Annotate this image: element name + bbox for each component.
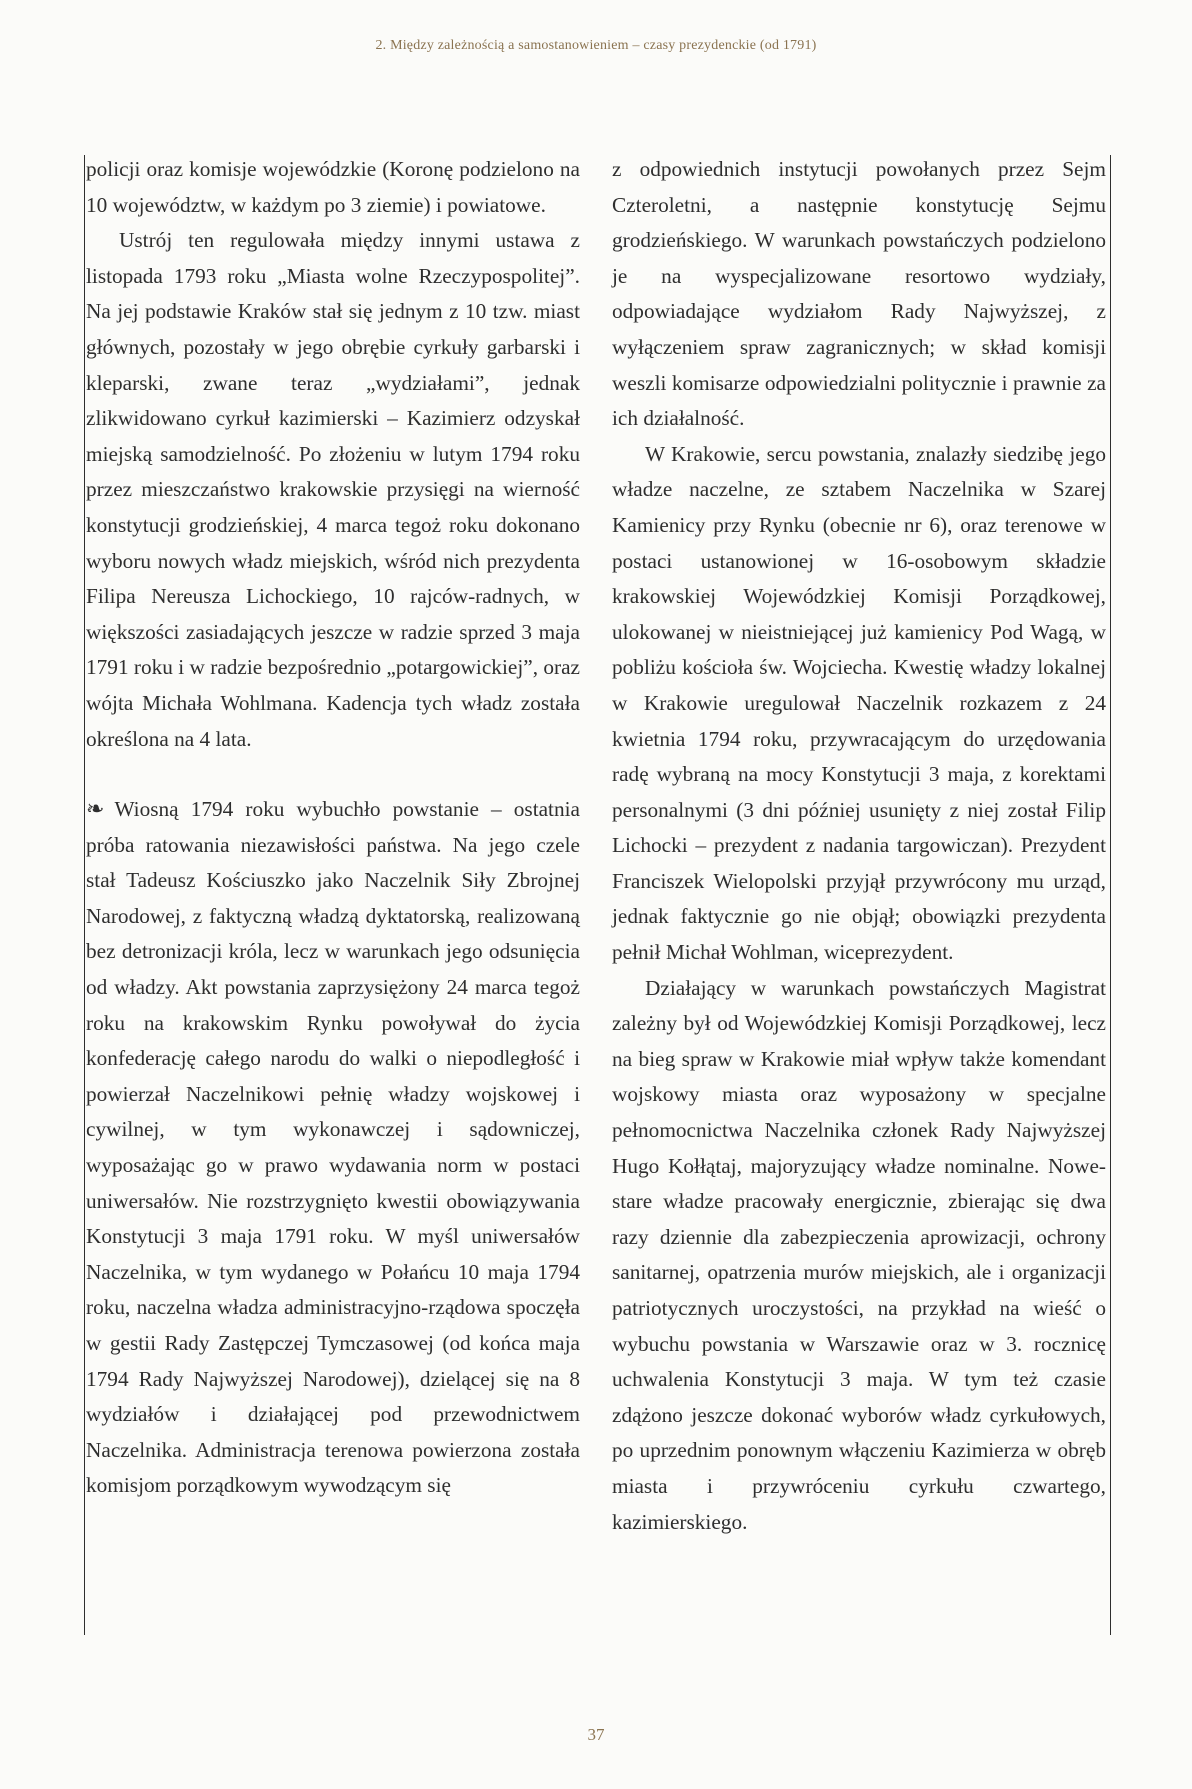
paragraph: W Krakowie, sercu powstania, znalazły siedzibę jego władze naczelne, ze sztabem Naczelnika w Szarej Kamienicy przy Rynku (obecnie nr 6), oraz terenowe w postaci ustanowionej w 16-osobowym składzie krakowskiej Wojewódzkiej Komisji Porządkowej, ulokowanej w nieistniejącej już kamienicy Pod Wagą, w pobliżu kościoła św. Wojciecha. Kwestię władzy lokalnej w Krakowie uregulował Naczelnik rozkazem z 24 kwietnia 1794 roku, przywracającym do urzędowania radę wybraną na mocy Konstytucji 3 maja, z korektami personalnymi (3 dni później usunięty z niej został Filip Lichocki – prezydent z nadania targowiczan). Prezydent Franciszek Wielopolski przyjął przywrócony mu urząd, jednak faktycznie go nie objął; obowiązki prezydenta pełnił Michał Wohlman, wiceprezydent. [612,441,1106,965]
left-margin-rule [84,155,85,1635]
running-header: 2. Między zależnością a samostanowieniem – czasy prezydenckie (od 1791) [375,38,817,53]
section-paragraph [86,791,580,1504]
right-margin-rule [1110,155,1111,1635]
left-column [86,152,580,1504]
right-column [612,152,1106,1540]
paragraph: Ustrój ten regulowała między innymi ustawa z listopada 1793 roku „Miasta wolne Rzeczypospolitej”. Na jej podstawie Kraków stał się jednym z 10 tzw. miast głównych, pozostały w jego obrębie cyrkuły garbarski i kleparski, zwane teraz „wydziałami”, jednak zlikwidowano cyrkuł kazimierski – Kazimierz odzyskał miejską samodzielność. Po złożeniu w lutym 1794 roku przez mieszczaństwo krakowskie przysięgi na wierność konstytucji grodzieńskiej, 4 marca tegoż roku dokonano wyboru nowych władz miejskich, wśród nich prezydenta Filipa Nereusza Lichockiego, 10 rajców-radnych, w większości zasiadających jeszcze w radzie sprzed 3 maja 1791 roku i w radzie bezpośrednio „potargowickiej”, oraz wójta Michała Wohlmana. Kadencja tych władz została określona na 4 lata. [86,228,580,751]
paragraph: Działający w warunkach powstańczych Magistrat zależny był od Wojewódzkiej Komisji Porządkowej, lecz na bieg spraw w Krakowie miał wpływ także komendant wojskowy miasta oraz wyposażony w specjalne pełnomocnictwa Naczelnika członek Rady Najwyższej Hugo Kołłątaj, majoryzujący władze nominalne. Nowe-stare władze pracowały energicznie, zbierając się dwa razy dziennie dla zabezpieczenia aprowizacji, ochrony sanitarnej, opatrzenia murów miejskich, ale i organizacji patriotycznych uroczystości, na przykład na wieść o wybuchu powstania w Warszawie oraz w 3. rocznicę uchwalenia Konstytucji 3 maja. W tym też czasie zdążono jeszcze dokonać wyborów władz cyrkułowych, po uprzednim ponownym włączeniu Kazimierza w obręb miasta i przywróceniu cyrkułu czwartego, kazimierskiego. [612,975,1106,1534]
fleuron-icon: ❧ [86,796,105,822]
page-number: 37 [587,1725,605,1744]
paragraph: policji oraz komisje wojewódzkie (Koronę podzielono na 10 województw, w każdym po 3 ziemie) i powiatowe. [86,157,580,217]
paragraph-text: Wiosną 1794 roku wybuchło powstanie – ostatnia próba ratowania niezawisłości państwa. Na jego czele stał Tadeusz Kościuszko jako Naczelnik Siły Zbrojnej Narodowej, z faktyczną władzą dyktatorską, realizowaną bez detronizacji króla, lecz w warunkach jego odsunięcia od władzy. Akt powstania zaprzysiężony 24 marca tegoż roku na krakowskim Rynku powoływał do życia konfederację całego narodu do walki o niepodległość i powierzał Naczelnikowi pełnię władzy wojskowej i cywilnej, w tym wykonawczej i sądowniczej, wyposażając go w prawo wydawania norm w postaci uniwersałów. Nie rozstrzygnięto kwestii obowiązywania Konstytucji 3 maja 1791 roku. W myśl uniwersałów Naczelnika, w tym wydanego w Połańcu 10 maja 1794 roku, naczelna władza administracyjno-rządowa spoczęła w gestii Rady Zastępczej Tymczasowej (od końca maja 1794 Rady Najwyższej Narodowej), dzielącej się na 8 wydziałów i działającej pod przewodnictwem Naczelnika. Administracja terenowa powierzona została komisjom porządkowym wywodzącym się [86,797,580,1498]
paragraph: z odpowiednich instytucji powołanych przez Sejm Czteroletni, a następnie konstytucję Sejmu grodzieńskiego. W warunkach powstańczych podzielono je na wyspecjalizowane resortowo wydziały, odpowiadające wydziałom Rady Najwyższej, z wyłączeniem spraw zagranicznych; w skład komisji weszli komisarze odpowiedzialni politycznie i prawnie za ich działalność. [612,157,1106,431]
